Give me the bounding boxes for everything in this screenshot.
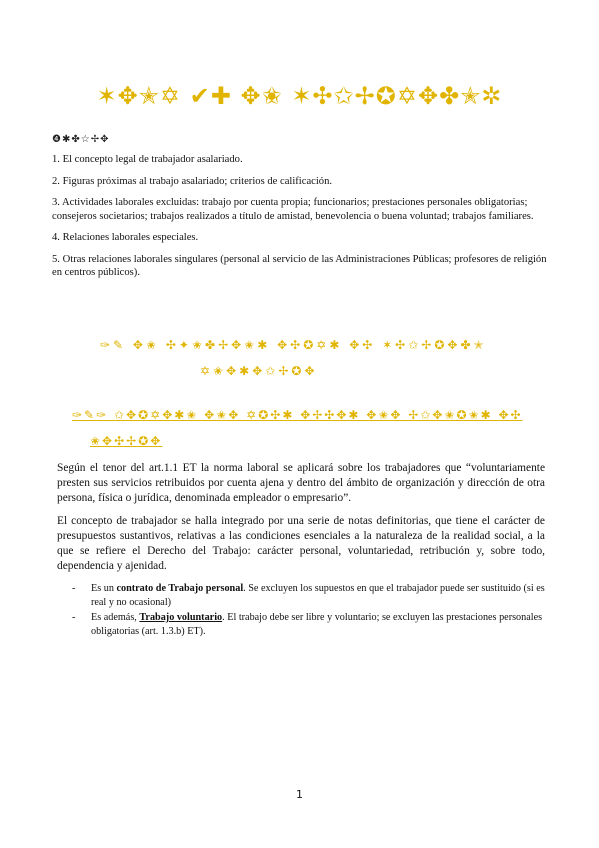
toc-item: 5. Otras relaciones laborales singulares (personal al servicio de las Administraciones Públicas; profesores de religión en centros públicos). <box>52 253 547 278</box>
notes-list <box>72 582 547 640</box>
page-number: 1 <box>296 788 303 801</box>
toc-item: 2. Figuras próximas al trabajo asalariado; criterios de calificación. <box>52 175 333 187</box>
table-of-contents <box>52 153 552 288</box>
section-heading-1-line2: ✡✬✥✱✥✩✢✪✥ <box>200 364 318 378</box>
list-item-text: . Se excluyen los supuestos en que el trabajador puede ser sustituido (si es real y no ocasional) <box>91 583 545 608</box>
section-heading-1-line1: ✑✎ ✥✬ ✣✦✬✤✢✥✬✱ ✥✣✪✡✱ ✥✣ ✶✣✩✢✪✥✤✭ <box>100 338 487 352</box>
section-heading-2-line1: ✑✎✑ ✩✥✪✡✥✱✬ ✥✬✥ ✡✪✣✱ ✥✢✣✥✱ ✥✬✥ ✢✩✥✬✪✬✱ ✥✣ <box>72 408 523 422</box>
toc-item: 4. Relaciones laborales especiales. <box>52 232 199 243</box>
list-item-bold: Trabajo voluntario <box>139 612 223 624</box>
list-item-prefix: Es un <box>91 583 117 594</box>
list-item <box>72 611 547 638</box>
list-item-bold: contrato de Trabajo personal <box>116 583 244 594</box>
section-heading-1 <box>100 332 540 384</box>
list-dash: - <box>72 612 76 624</box>
list-dash: - <box>72 583 76 594</box>
list-item-text: . El trabajo debe ser libre y voluntario; se excluyen las prestaciones personales obligatorias (art. 1.3.b) ET). <box>91 612 543 637</box>
toc-heading: ❹✱✤☆✢✥ <box>52 134 110 145</box>
paragraph-concept: El concepto de trabajador se halla integrado por una serie de notas definitorias, que tiene el carácter de presupuestos sustantivos, relativas a las condiciones esenciales a la naturaleza de la realidad social, a la que se refiere el Derecho del Trabajo: carácter personal, voluntariedad, retribución y, sobre todo, dependencia y ajenidad. <box>57 515 545 572</box>
paragraph-definition: Según el tenor del art.1.1 ET la norma laboral se aplicará sobre los trabajadores que “voluntariamente presten sus servicios retribuidos por cuenta ajena y dentro del ámbito de organización y dirección de otra persona, física o jurídica, denominada empleador o empresario”. <box>57 462 545 504</box>
toc-item: 3. Actividades laborales excluidas: trabajo por cuenta propia; funcionarios; prestaciones personales obligatorias; consejeros societarios; trabajos realizados a título de amistad, benevolencia o buena voluntad; trabajos familiares. <box>52 197 534 222</box>
document-title: ✶✥✭✡ ✔✚ ✥✬ ✶✣✩✢✪✡✥✤✭✲ <box>96 82 503 110</box>
toc-item: 1. El concepto legal de trabajador asalariado. <box>52 154 243 165</box>
section-heading-2 <box>72 402 532 454</box>
list-item-prefix: Es además, <box>91 612 140 624</box>
section-heading-2-line2: ✬✥✣✢✪✥ <box>90 434 163 448</box>
list-item <box>72 582 547 609</box>
